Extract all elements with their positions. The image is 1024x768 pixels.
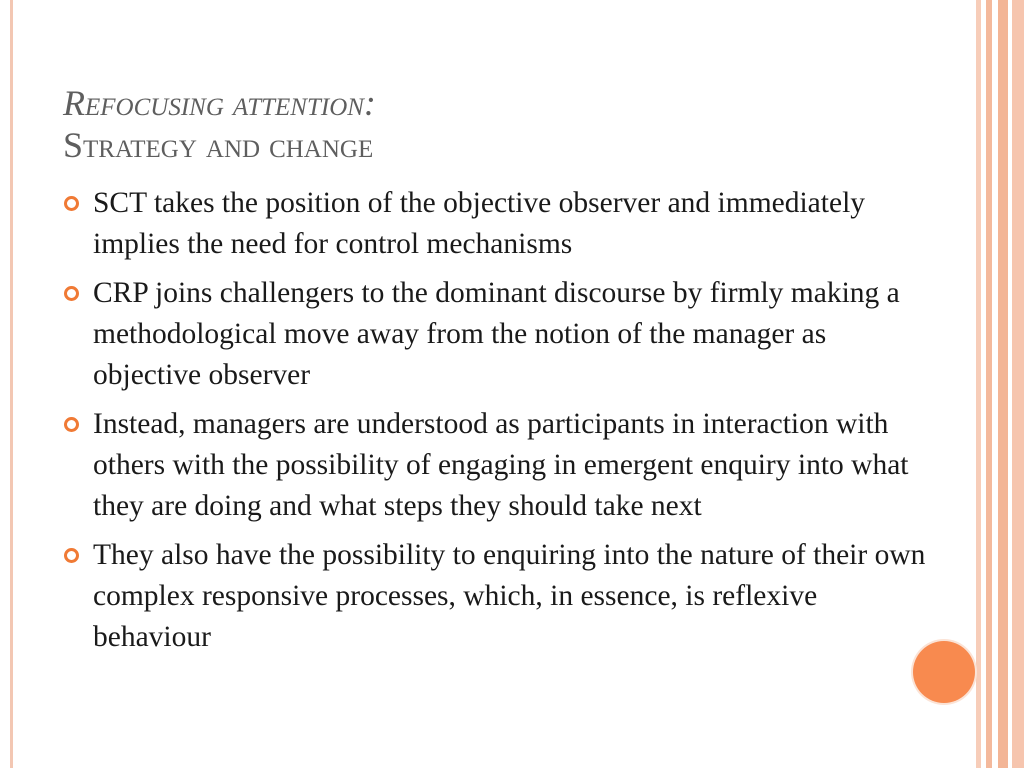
orange-circle-decoration [913, 641, 975, 703]
title-line-1: Refocusing attention: [63, 83, 376, 124]
slide-title [63, 82, 923, 166]
right-decorative-stripes [972, 0, 1024, 768]
bullet-text: Instead, managers are understood as participants in interaction with others with the possibility of engaging in emergent enquiry into what they are doing and what steps they should take next [93, 408, 909, 522]
bullet-text: They also have the possibility to enquiring into the nature of their own complex responsive processes, which, in essence, is reflexive behaviour [93, 539, 926, 653]
bullet-item [62, 183, 932, 265]
bullet-text: CRP joins challengers to the dominant discourse by firmly making a methodological move away from the notion of the manager as objective observer [93, 277, 900, 391]
bullet-text: SCT takes the position of the objective observer and immediately implies the need for control mechanisms [93, 187, 866, 260]
bullet-item [62, 404, 932, 527]
bullet-circle-icon [64, 286, 79, 301]
title-line-2: Strategy and change [63, 125, 374, 166]
bullet-circle-icon [64, 548, 79, 563]
bullet-item [62, 273, 932, 396]
bullet-circle-icon [64, 196, 79, 211]
left-border-rule [10, 0, 13, 768]
bullet-list [62, 183, 932, 666]
bullet-circle-icon [64, 417, 79, 432]
bullet-item [62, 535, 932, 658]
